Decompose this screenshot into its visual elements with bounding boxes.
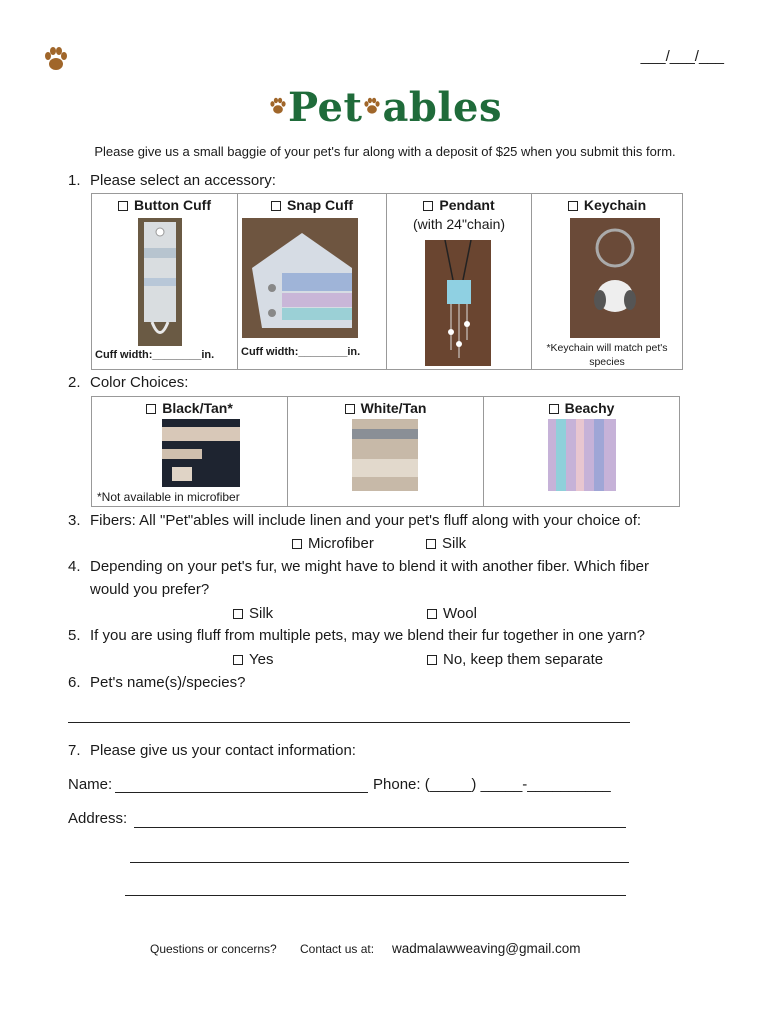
checkbox[interactable] (426, 539, 436, 549)
checkbox[interactable] (292, 539, 302, 549)
footer-questions: Questions or concerns? (150, 942, 277, 956)
pet-name-line[interactable] (68, 722, 630, 723)
option-microfiber[interactable]: Microfiber (292, 535, 374, 552)
question-4: 4. Depending on your pet's fur, we might have to blend it with another fiber. Which fiber (68, 558, 650, 575)
address-line-3[interactable] (125, 895, 626, 896)
checkbox[interactable] (146, 404, 156, 414)
checkbox[interactable] (233, 655, 243, 665)
checkbox[interactable] (549, 404, 559, 414)
checkbox[interactable] (345, 404, 355, 414)
checkbox[interactable] (118, 201, 128, 211)
page-title (0, 84, 770, 131)
question-1: 1. Please select an accessory: (68, 172, 276, 189)
keychain-photo (570, 218, 660, 338)
question-6: 6. Pet's name(s)/species? (68, 674, 246, 691)
paw-icon (363, 78, 381, 125)
accessory-table (91, 193, 683, 370)
title-part2: ables (382, 84, 502, 131)
footer-contact: Contact us at: (300, 942, 375, 956)
checkbox[interactable] (427, 655, 437, 665)
checkbox[interactable] (427, 609, 437, 619)
question-7: 7. Please give us your contact information: (68, 742, 356, 759)
intro-text: Please give us a small baggie of your pet's fur along with a deposit of $25 when you submit this form. (94, 144, 676, 159)
option-black-tan[interactable]: Black/Tan* *Not available in microfiber (92, 397, 288, 507)
option-pendant[interactable]: Pendant (with 24"chain) (387, 194, 532, 370)
color-table (91, 396, 680, 507)
question-4-cont: would you prefer? (90, 581, 210, 598)
beachy-swatch (548, 419, 616, 491)
option-white-tan[interactable]: White/Tan (288, 397, 484, 507)
white-tan-swatch (352, 419, 418, 491)
phone-field[interactable]: Phone: (_____) _____-__________ (373, 776, 611, 793)
question-3: 3. Fibers: All "Pet"ables will include linen and your pet's fluff along with your choice of: (68, 512, 642, 529)
name-label: Name: (68, 776, 113, 793)
option-silk-blend[interactable]: Silk (233, 605, 273, 622)
black-tan-swatch (162, 419, 240, 487)
paw-logo-icon (44, 46, 68, 72)
question-2: 2. Color Choices: (68, 374, 189, 391)
checkbox[interactable] (568, 201, 578, 211)
footer-email[interactable]: wadmalawweaving@gmail.com (392, 941, 581, 956)
option-silk-fiber[interactable]: Silk (426, 535, 466, 552)
paw-icon (269, 78, 287, 125)
address-line-1[interactable] (134, 827, 626, 828)
snap-cuff-photo (242, 218, 358, 338)
button-cuff-photo (138, 218, 182, 346)
option-wool[interactable]: Wool (427, 605, 477, 622)
option-snap-cuff[interactable]: Snap Cuff Cuff width:________in. (238, 194, 387, 370)
checkbox[interactable] (271, 201, 281, 211)
option-beachy[interactable]: Beachy (484, 397, 680, 507)
address-label: Address: (68, 810, 128, 827)
checkbox[interactable] (233, 609, 243, 619)
address-line-2[interactable] (130, 862, 629, 863)
option-no-separate[interactable]: No, keep them separate (427, 651, 603, 668)
option-yes[interactable]: Yes (233, 651, 273, 668)
checkbox[interactable] (423, 201, 433, 211)
pendant-photo (425, 240, 491, 366)
date-field[interactable]: ___/___/___ (640, 48, 724, 65)
title-part1: Pet (288, 84, 363, 131)
option-button-cuff[interactable]: Button Cuff Cuff width:________in. (92, 194, 238, 370)
name-input-line[interactable] (115, 792, 368, 793)
option-keychain[interactable]: Keychain *Keychain will match pet's species (532, 194, 683, 370)
question-5: 5. If you are using fluff from multiple pets, may we blend their fur together in one yarn? (68, 627, 646, 644)
